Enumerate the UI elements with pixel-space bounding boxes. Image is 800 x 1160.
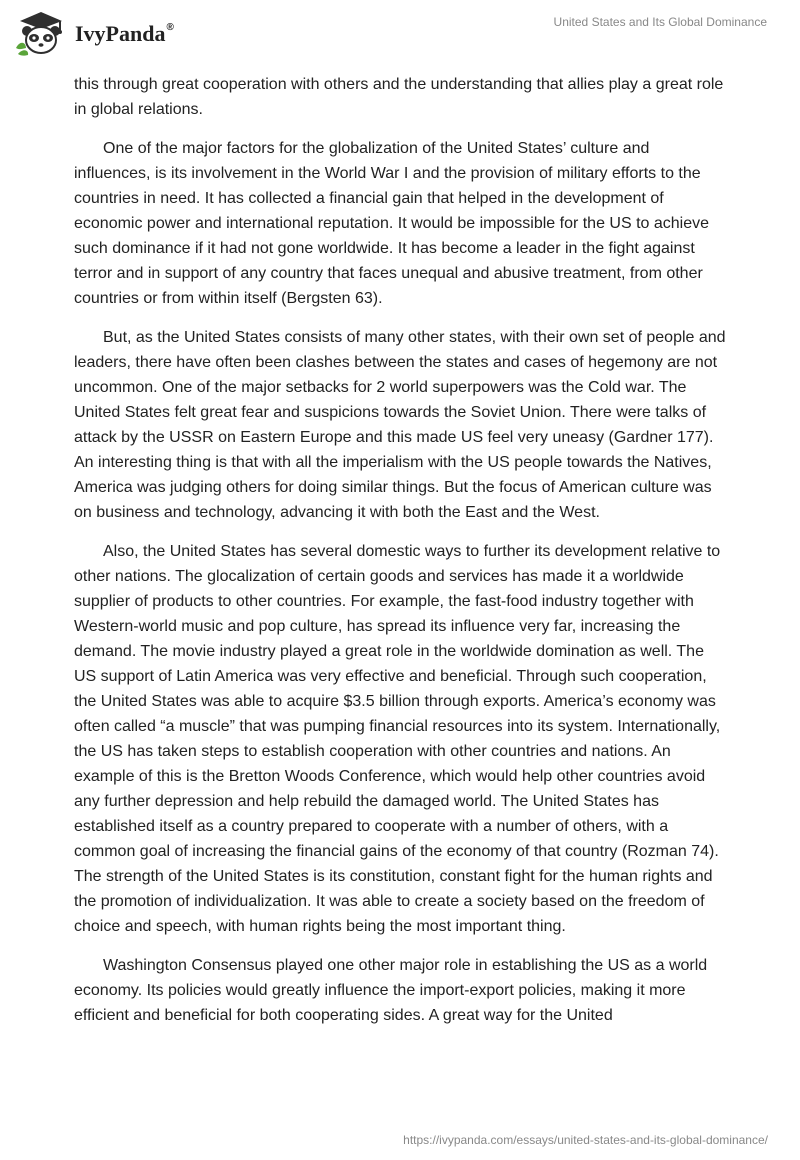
ivypanda-logo[interactable] (14, 8, 194, 56)
paragraph: Also, the United States has several domestic ways to further its development relative to other nations. The glocalization of certain goods and services has made it a worldwide supplier of products to other countries. For example, the fast-food industry together with Western-world music and pop culture, has spread its influence very far, increasing the demand. The movie industry played a great role in the worldwide domination as well. The US support of Latin America was very effective and beneficial. Through such cooperation, the United States was able to acquire $3.5 billion through exports. America’s economy was often called “a muscle” that was pumping financial resources into its system. Internationally, the US has taken steps to establish cooperation with other countries and nations. An example of this is the Bretton Woods Conference, which would help other countries avoid any further depression and help rebuild the damaged world. The United States has established itself as a country prepared to cooperate with a number of others, with a common goal of increasing the financial gains of the economy of that country (Rozman 74). The strength of the United States is its constitution, constant fight for the human rights and the promotion of individualization. It was able to create a society based on the freedom of choice and speech, with human rights being the most important thing. (74, 543, 721, 935)
source-url[interactable]: https://ivypanda.com/essays/united-states-and-its-global-dominance/ (403, 1133, 768, 1147)
paragraph: this through great cooperation with others and the understanding that allies play a great role in global relations. (74, 76, 724, 118)
document-title: United States and Its Global Dominance (553, 15, 767, 29)
paragraph: One of the major factors for the globalization of the United States’ culture and influences, is its involvement in the World War I and the provision of military efforts to the countries in need. It has collected a financial gain that helped in the development of economic power and international reputation. It would be impossible for the US to achieve such dominance if it had not gone worldwide. It has become a leader in the fight against terror and in support of any country that faces unequal and abusive treatment, from other countries or from within itself (Bergsten 63). (74, 140, 710, 307)
paragraph: Washington Consensus played one other major role in establishing the US as a world economy. Its policies would greatly influence the import-export policies, making it more efficient and beneficial for both cooperating sides. A great way for the United (74, 957, 708, 1024)
brand-name: IvyPanda® (75, 21, 174, 46)
essay-body (74, 72, 730, 1042)
paragraph: But, as the United States consists of many other states, with their own set of people and leaders, there have often been clashes between the states and cases of hegemony are not uncommon. One of the major setbacks for 2 world superpowers was the Cold war. The United States felt great fear and suspicions towards the Soviet Union. There were talks of attack by the USSR on Eastern Europe and this made US feel very uneasy (Gardner 177). An interesting thing is that with all the imperialism with the US people towards the Natives, America was judging others for doing similar things. But the focus of American culture was on business and technology, advancing it with both the East and the West. (74, 329, 726, 521)
panda-graduate-icon (14, 8, 68, 56)
page-header (0, 0, 800, 60)
